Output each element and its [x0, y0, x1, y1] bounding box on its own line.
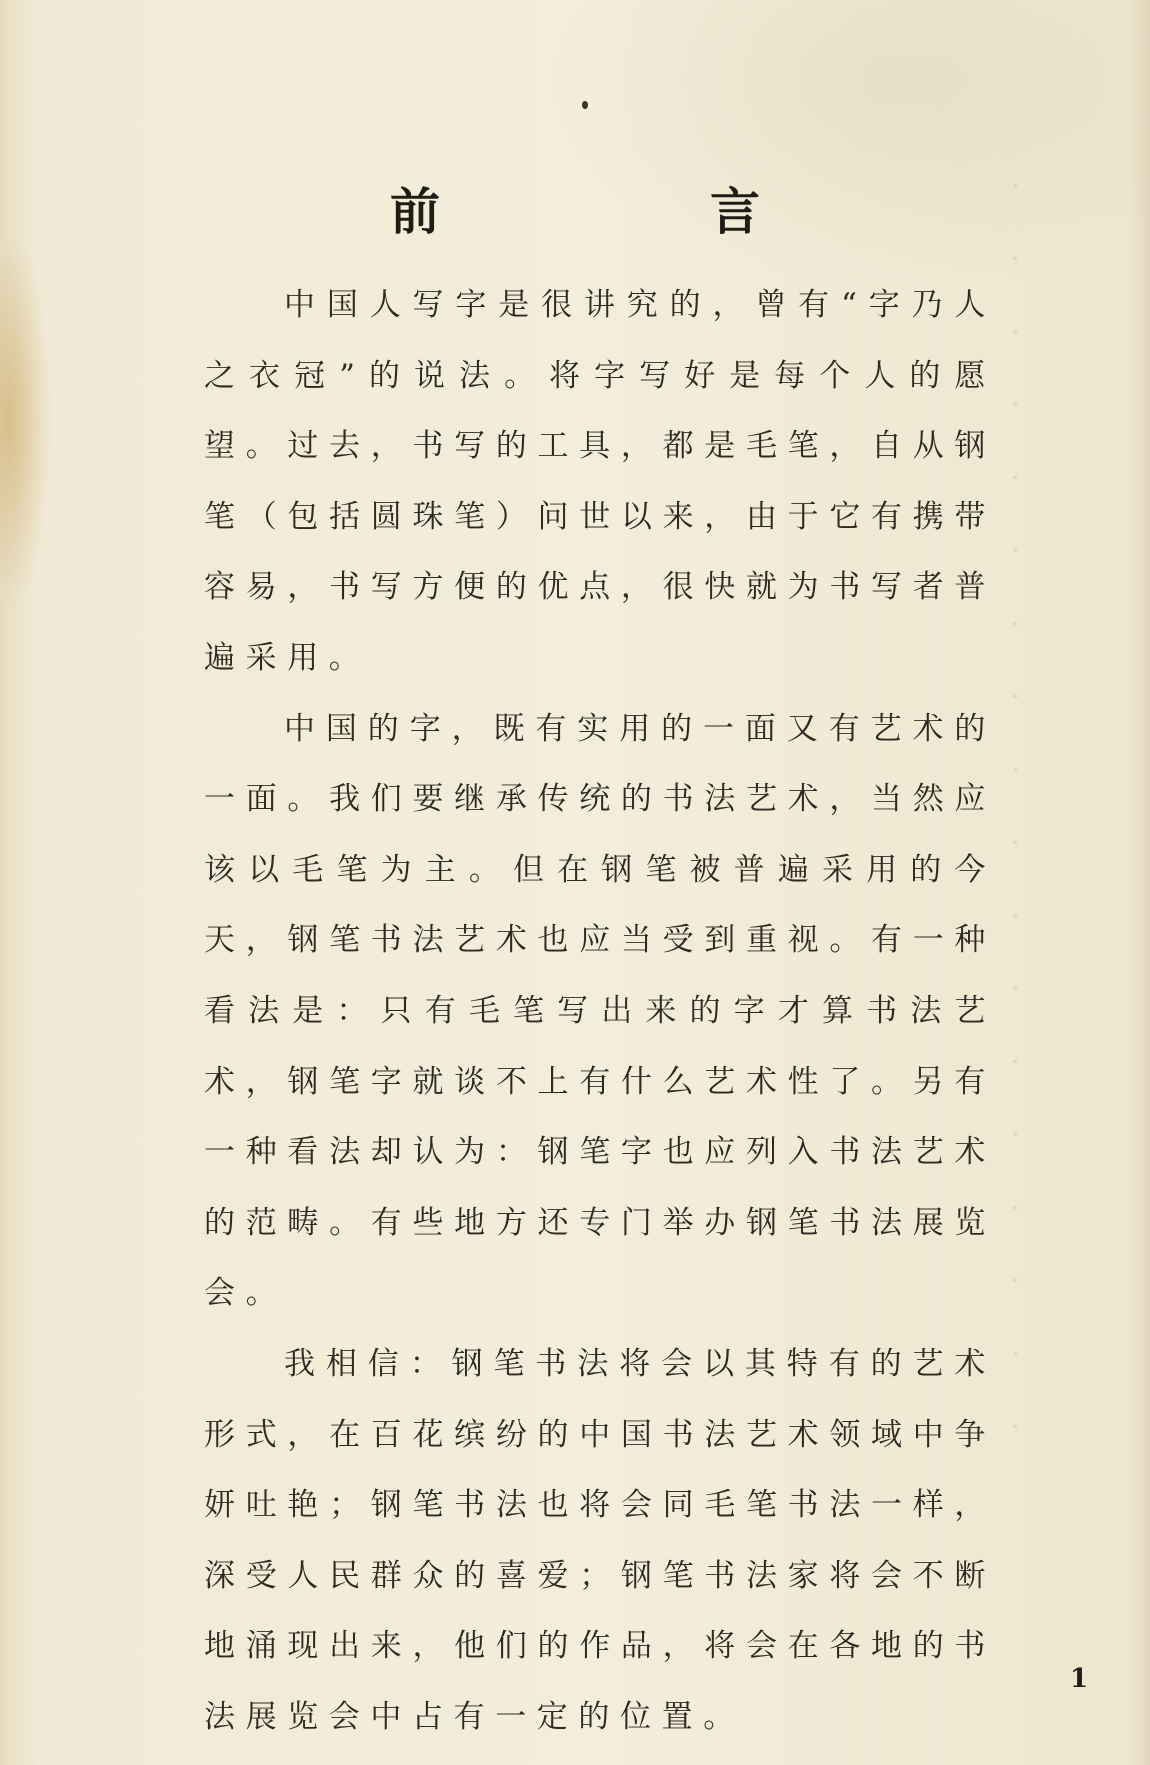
page-number: 1 [1070, 1664, 1089, 1694]
ink-speck [582, 101, 588, 109]
paragraph-2: 中国的字，既有实用的一面又有艺术的一面。我们要继承传统的书法艺术，当然应该以毛笔为主。但在钢笔被普遍采用的今天，钢笔书法艺术也应当受到重视。有一种看法是：只有毛笔写出来的字才算书法艺术，钢笔字就谈不上有什么艺术性了。另有一种看法却认为：钢笔字也应列入书法艺术的范畴。有些地方还专门举办钢笔书法展览会。 [204, 710, 996, 1312]
paragraph-1: 中国人写字是很讲究的，曾有“字乃人之衣冠”的说法。将字写好是每个人的愿望。过去，书写的工具，都是毛笔，自从钢笔（包括圆珠笔）问世以来，由于它有携带容易，书写方便的优点，很快就为书写者普遍采用。 [204, 287, 996, 676]
bleed-through-text: · · · · · · · · · · · · · · · · · · [998, 168, 1020, 1445]
page-title: 前 言 [390, 182, 870, 241]
paragraph-3: 我相信：钢笔书法将会以其特有的艺术形式，在百花缤纷的中国书法艺术领域中争妍吐艳；钢笔书法也将会同毛笔书法一样，深受人民群众的喜爱；钢笔书法家将会不断地涌现出来，他们的作品，将会在各地的书法展览会中占有一定的位置。 [204, 1345, 996, 1735]
preface-body [204, 270, 996, 1752]
